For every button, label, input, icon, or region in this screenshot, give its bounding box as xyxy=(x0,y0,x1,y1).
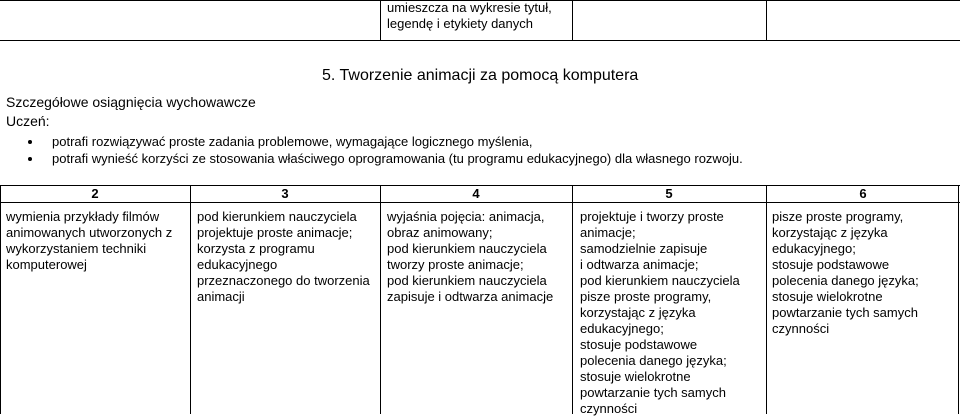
cell-line: pisze proste programy, xyxy=(580,289,712,304)
cell-line: pod kierunkiem nauczyciela xyxy=(197,209,357,224)
cell-line: wymienia przykłady filmów xyxy=(6,209,160,224)
cell-line: pisze proste programy, xyxy=(772,209,904,224)
cell-line: korzystając z języka xyxy=(772,225,888,240)
cell-line: stosuje podstawowe xyxy=(772,257,890,272)
grade-header: 5 xyxy=(665,186,673,201)
top-cell-text xyxy=(387,0,552,32)
grade-table-col-divider xyxy=(766,185,767,414)
cell-line: i odtwarza animacje; xyxy=(580,257,699,272)
bullet-icon xyxy=(28,140,32,144)
bullet-text: potrafi rozwiązywać proste zadania problemowe, wymagające logicznego myślenia, xyxy=(52,134,533,149)
grade-table-right-border xyxy=(958,185,959,414)
top-cell-line: umieszcza na wykresie tytuł, xyxy=(387,0,552,15)
cell-line: wyjaśnia pojęcia: animacja, xyxy=(387,209,545,224)
cell-line: stosuje wielokrotne xyxy=(772,289,883,304)
grade-table-col-divider xyxy=(572,185,573,414)
student-label: Uczeń: xyxy=(6,113,50,129)
grade-table-left-border xyxy=(0,185,1,414)
cell-line: stosuje podstawowe xyxy=(580,337,698,352)
top-table-divider-mid xyxy=(572,0,573,40)
grade-header: 6 xyxy=(859,186,867,201)
cell-line: korzystając z języka xyxy=(580,305,696,320)
bullet-text: potrafi wynieść korzyści ze stosowania właściwego oprogramowania (tu programu edukacyjnego) dla własnego rozwoju. xyxy=(52,151,743,166)
cell-line: edukacyjnego; xyxy=(772,241,856,256)
cell-line: animacje; xyxy=(580,225,636,240)
cell-line: animowanych utworzonych z xyxy=(6,225,173,240)
cell-line: animacji xyxy=(197,289,245,304)
cell-line: powtarzanie tych samych xyxy=(772,305,918,320)
section-title: 5. Tworzenie animacji za pomocą komputera xyxy=(322,67,639,84)
top-table-divider-left xyxy=(380,0,381,40)
cell-line: komputerowej xyxy=(6,257,87,272)
grade-table-col-divider xyxy=(380,185,381,414)
cell-line: powtarzanie tych samych xyxy=(580,385,726,400)
cell-line: polecenia danego języka; xyxy=(772,273,919,288)
grade-2-cell xyxy=(6,209,172,273)
cell-line: korzysta z programu xyxy=(197,241,315,256)
top-table-divider-right xyxy=(766,0,767,40)
cell-line: zapisuje i odtwarza animacje xyxy=(387,289,554,304)
cell-line: wykorzystaniem techniki xyxy=(6,241,147,256)
top-table-bottom-border xyxy=(0,40,960,41)
cell-line: obraz animowany; xyxy=(387,225,493,240)
top-cell-line: legendę i etykiety danych xyxy=(387,16,533,31)
cell-line: edukacyjnego; xyxy=(580,321,664,336)
grade-header: 3 xyxy=(281,186,289,201)
grade-4-cell xyxy=(387,209,553,305)
cell-line: projektuje i tworzy proste xyxy=(580,209,724,224)
grade-header: 2 xyxy=(91,186,99,201)
grade-6-cell xyxy=(772,209,919,337)
grade-table-header-border xyxy=(0,202,960,203)
cell-line: projektuje proste animacje; xyxy=(197,225,353,240)
grade-table-col-divider xyxy=(190,185,191,414)
bullet-item xyxy=(28,134,533,150)
bullet-item xyxy=(28,151,743,167)
grade-3-cell xyxy=(197,209,370,305)
bullet-icon xyxy=(28,157,32,161)
cell-line: pod kierunkiem nauczyciela xyxy=(580,273,740,288)
cell-line: przeznaczonego do tworzenia xyxy=(197,273,370,288)
cell-line: edukacyjnego xyxy=(197,257,278,272)
subsection-title: Szczegółowe osiągnięcia wychowawcze xyxy=(6,94,256,110)
cell-line: tworzy proste animacje; xyxy=(387,257,524,272)
cell-line: polecenia danego języka; xyxy=(580,353,727,368)
cell-line: samodzielnie zapisuje xyxy=(580,241,708,256)
cell-line: pod kierunkiem nauczyciela xyxy=(387,273,547,288)
grade-header: 4 xyxy=(472,186,480,201)
cell-line: czynności xyxy=(580,401,638,416)
cell-line: czynności xyxy=(772,321,830,336)
cell-line: pod kierunkiem nauczyciela xyxy=(387,241,547,256)
cell-line: stosuje wielokrotne xyxy=(580,369,691,384)
grade-5-cell xyxy=(580,209,740,417)
